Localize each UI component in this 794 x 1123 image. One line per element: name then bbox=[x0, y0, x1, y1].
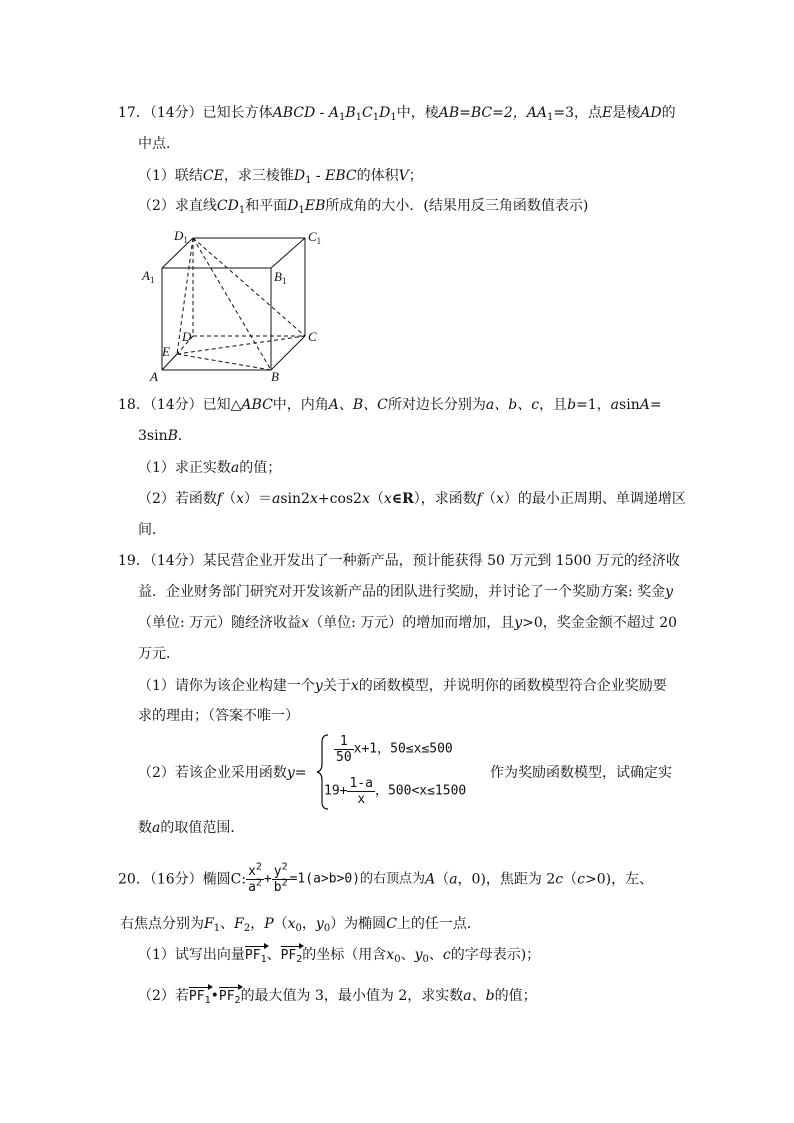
q20-text: 、 bbox=[220, 916, 235, 932]
q20-sub: 1 bbox=[213, 923, 221, 934]
vector-pf2 bbox=[281, 946, 303, 964]
q18-p2-cos: +cos2 bbox=[317, 491, 362, 507]
q20-p1-c: c bbox=[442, 947, 451, 963]
q17-cond: AB=BC=2，AA bbox=[438, 105, 547, 121]
q20-text: （ bbox=[563, 871, 578, 888]
case1-rest: x+1，50≤x≤500 bbox=[353, 741, 453, 757]
q19-p2-text: （2）若该企业采用函数 bbox=[138, 765, 287, 781]
q17-p2-text: （2）求直线 bbox=[138, 198, 217, 214]
q20-p2-text: 的值； bbox=[494, 988, 537, 1004]
q20-F: F bbox=[204, 916, 214, 932]
q18-p2-a: a bbox=[272, 491, 281, 507]
vec-text: PF bbox=[188, 989, 205, 1004]
q18-sin: sin bbox=[619, 397, 640, 413]
q18-p2-x: x bbox=[309, 491, 318, 507]
case2-pre: 19+ bbox=[324, 783, 348, 799]
case2-num: 1-a bbox=[349, 776, 373, 791]
q17-line1: 17．（14分）已知长方体ABCD - $A_1B_1C_1D_1$中，棱AB=BC=2，$AA_1=3$，点E是棱AD的 bbox=[118, 105, 676, 123]
q20-p2-text: （2）若 bbox=[138, 988, 189, 1004]
vec-text: PF bbox=[280, 948, 297, 963]
q18-text: 18．（14分）已知△ bbox=[118, 397, 242, 413]
q20-sub: 2 bbox=[243, 923, 251, 934]
q20-text: ， bbox=[301, 916, 316, 932]
q18-p2-inR: ∈R bbox=[391, 491, 414, 507]
q18-sides: a、b、c bbox=[485, 397, 540, 413]
q18-p2-text: ）的最小正周期、单调递增区 bbox=[503, 491, 686, 507]
q18-line1 bbox=[118, 395, 662, 415]
q20-c: c bbox=[555, 871, 564, 888]
q20-y: y bbox=[273, 864, 282, 879]
q20-sq: 2 bbox=[255, 861, 262, 873]
q20-x: x bbox=[287, 916, 296, 932]
label-D: D bbox=[182, 329, 192, 344]
q20-p2-text: 的最大值为 3，最小值为 2，求实数 bbox=[240, 988, 464, 1004]
q19-part2-line2 bbox=[138, 818, 244, 838]
q19-text: （单位: 万元）的增加而增加，且 bbox=[309, 615, 515, 631]
q20-C: C bbox=[386, 916, 397, 932]
label-C1: $C_1$ bbox=[308, 229, 322, 246]
case1-den: 50 bbox=[336, 750, 352, 765]
q17-p1-ebc: - EBC bbox=[311, 168, 357, 184]
q20-p1-text: 的字母表示)； bbox=[450, 947, 541, 963]
q18-text: 所对边长分别为 bbox=[387, 397, 486, 413]
q19-p1-text: （1）请你为该企业构建一个 bbox=[138, 678, 315, 694]
q20-p1-text: 、 bbox=[266, 947, 281, 963]
q20-line1: 20．（16分）椭圆C: $\frac{x^2}{a^2}$ + $\frac{y^2}{b^2}$ =1(a>b>0)的右顶点为A（a，0)，焦距为 2c（c>0)，左、 bbox=[118, 861, 654, 895]
q20-A: A bbox=[425, 871, 436, 888]
vector-pf1 bbox=[189, 987, 211, 1005]
q20-b: b bbox=[273, 880, 282, 895]
q18-p1-text: 的值； bbox=[239, 460, 282, 476]
q20-text: 20．（16分）椭圆C: bbox=[118, 871, 247, 888]
q17-part1: （1）联结CE，求三棱锥$D_1$ - EBC的体积V； bbox=[138, 168, 423, 186]
q18-p2-x: x bbox=[236, 491, 245, 507]
q20-sq: 2 bbox=[255, 877, 262, 889]
q19-line4: 万元． bbox=[138, 646, 180, 662]
q18-part1 bbox=[138, 458, 281, 478]
q20-sq: 2 bbox=[281, 861, 288, 873]
q20-eq: =1(a>b>0)的右顶点为 bbox=[289, 871, 426, 887]
q19-part2-after: 作为奖励函数模型，试确定实 bbox=[490, 765, 672, 781]
q20-text: 上的任一点． bbox=[396, 916, 481, 932]
label-B1: $B_1$ bbox=[274, 269, 287, 286]
q18-text: 3sin bbox=[138, 428, 168, 444]
vec-sub: 1 bbox=[204, 995, 211, 1006]
case2-rest: ，500<x≤1500 bbox=[374, 783, 467, 799]
q18-p2-text: （ bbox=[481, 491, 496, 507]
q19-a: a bbox=[152, 820, 161, 836]
q19-text: （单位: 万元）随经济收益 bbox=[138, 615, 302, 631]
q18-part2 bbox=[138, 489, 686, 509]
q18-text: ，且 bbox=[539, 397, 568, 413]
q20-text: （ bbox=[273, 916, 288, 932]
q20-p1-x: x bbox=[386, 947, 395, 963]
q17-p1-text: 的体积 bbox=[356, 168, 399, 184]
q20-p1-text: 的坐标（用含 bbox=[302, 947, 387, 963]
q17-text: 17．（14分）已知长方体 bbox=[118, 105, 273, 121]
label-A: A bbox=[150, 369, 158, 384]
q20-part2 bbox=[138, 986, 537, 1006]
q20-p1-text: 、 bbox=[428, 947, 443, 963]
label-E: E bbox=[162, 344, 170, 359]
case2-den: x bbox=[357, 792, 366, 807]
q18-line2 bbox=[138, 426, 192, 446]
q20-p1-y: y bbox=[414, 947, 423, 963]
label-C: C bbox=[308, 329, 317, 344]
q18-p2-text: （2）若函数 bbox=[138, 491, 217, 507]
q20-p1-text: 、 bbox=[400, 947, 415, 963]
q20-text: 右焦点分别为 bbox=[120, 916, 204, 932]
q20-sq: 2 bbox=[281, 877, 288, 889]
case1-num: 1 bbox=[334, 734, 354, 750]
q18-text: 中，内角 bbox=[272, 397, 329, 413]
q18-angles: A、B、C bbox=[328, 397, 388, 413]
q18-p2-f: f bbox=[216, 491, 223, 507]
q18-abc: ABC bbox=[241, 397, 273, 413]
q19-text: 益．企业财务部门研究对开发该新产品的团队进行奖励，并讨论了一个奖励方案: 奖金 bbox=[138, 584, 666, 600]
vec-sub: 1 bbox=[260, 954, 267, 965]
vec-text: PF bbox=[244, 948, 261, 963]
q19-p2-eq: = bbox=[294, 765, 307, 781]
q17-cond2: =3 bbox=[553, 105, 574, 121]
q18-p2-sin: sin2 bbox=[280, 491, 310, 507]
q20-line2 bbox=[120, 914, 481, 934]
q17-edgeAD: AD bbox=[640, 105, 662, 121]
label-D1: $D_1$ bbox=[174, 228, 188, 245]
q18-text: =1， bbox=[576, 397, 611, 413]
q20-a: a bbox=[248, 880, 256, 895]
q19-line1: 19．（14分）某民营企业开发出了一种新产品，预计能获得 50 万元到 1500 万元的经济收 bbox=[118, 553, 680, 569]
q20-sub: 0 bbox=[295, 923, 302, 934]
q18-A: A bbox=[639, 397, 650, 413]
q17-p1-text: ，求三棱锥 bbox=[223, 168, 294, 184]
q18-p1-a: a bbox=[230, 460, 240, 476]
q19-text: 数 bbox=[138, 820, 152, 836]
q18-p2-x: x bbox=[361, 491, 370, 507]
q17-p1-text: ； bbox=[408, 168, 423, 184]
q18-p2-text: （ bbox=[222, 491, 237, 507]
q20-p1-text: （1）试写出向量 bbox=[138, 947, 245, 963]
q17-p2-cd: CD bbox=[216, 198, 239, 214]
q19-p1-text: 的函数模型，并说明你的函数模型符合企业奖励要 bbox=[358, 678, 667, 694]
q20-y: y bbox=[315, 916, 324, 932]
q17-text: 中，棱 bbox=[396, 105, 439, 121]
q17-p2-text: 和平面 bbox=[245, 198, 288, 214]
q17-p2-d: D bbox=[287, 198, 299, 214]
vec-sub: 2 bbox=[234, 995, 241, 1006]
q20-text: （ bbox=[435, 871, 450, 888]
q19-p2-y: y bbox=[286, 765, 295, 781]
q18-eq: = bbox=[649, 397, 662, 413]
q17-p2-text: 所成角的大小．(结果用反三角函数值表示) bbox=[325, 198, 589, 214]
q17-box-name: ABCD - A bbox=[272, 105, 339, 121]
q20-sub: 0 bbox=[422, 954, 429, 965]
dot-product: • bbox=[210, 988, 219, 1004]
q17-part2: （2）求直线$CD_1$和平面$D_1EB$所成角的大小．(结果用反三角函数值表示) bbox=[138, 198, 589, 216]
q17-p1-text: （1）联结 bbox=[138, 168, 203, 184]
q19-p1-y: y bbox=[314, 678, 323, 694]
label-A1: $A_1$ bbox=[142, 268, 155, 285]
q18-p1-text: （1）求正实数 bbox=[138, 460, 231, 476]
q20-x: x bbox=[248, 864, 256, 879]
q18-a: a bbox=[610, 397, 620, 413]
q17-pointE: E bbox=[602, 105, 613, 121]
q19-p1-x: x bbox=[350, 678, 359, 694]
q19-text: >0，奖金金额不超过 20 bbox=[522, 615, 678, 631]
q18-p2-x: x bbox=[383, 491, 392, 507]
cuboid-figure bbox=[140, 224, 330, 384]
q17-p1-ce: CE bbox=[202, 168, 224, 184]
q18-text: ． bbox=[177, 428, 192, 444]
q19-line2 bbox=[138, 582, 673, 602]
vec-sub: 2 bbox=[296, 954, 303, 965]
q18-b: b bbox=[567, 397, 577, 413]
q19-x: x bbox=[301, 615, 310, 631]
q20-F: F bbox=[234, 916, 244, 932]
q17-p1-d: D bbox=[293, 168, 306, 184]
q17-p2-eb: EB bbox=[304, 198, 326, 214]
piecewise-case-2 bbox=[324, 776, 466, 807]
q19-p1-text: 关于 bbox=[322, 678, 351, 694]
q20-p2-ab: a、b bbox=[463, 988, 495, 1004]
q19-part2 bbox=[138, 763, 307, 783]
q19-line3 bbox=[138, 613, 677, 633]
q19-text: 的取值范围． bbox=[160, 820, 245, 836]
q18-p2-text: ），求函数 bbox=[413, 491, 477, 507]
q18-p2-text: ）＝ bbox=[244, 491, 273, 507]
q19-part1 bbox=[138, 676, 667, 696]
q20-text: ）为椭圆 bbox=[330, 916, 387, 932]
vector-pf2 bbox=[219, 987, 241, 1005]
vector-pf1 bbox=[245, 946, 267, 964]
q19-y: y bbox=[514, 615, 523, 631]
q18-p2-f: f bbox=[476, 491, 482, 507]
q20-text: ，0)，焦距为 2 bbox=[457, 871, 556, 888]
q19-part1-line2: 求的理由；（答案不唯一） bbox=[138, 708, 299, 724]
q20-c: c bbox=[577, 871, 585, 888]
q19-y: y bbox=[665, 584, 674, 600]
q17-text: 是棱 bbox=[612, 105, 641, 121]
label-B: B bbox=[271, 369, 279, 384]
q18-part2-line2: 间． bbox=[138, 522, 166, 538]
q18-p2-text: （ bbox=[369, 491, 384, 507]
q18-B: B bbox=[167, 428, 178, 444]
q20-text: ， bbox=[250, 916, 265, 932]
q20-part1 bbox=[138, 945, 540, 965]
q17-p1-v: V bbox=[398, 168, 409, 184]
vec-text: PF bbox=[218, 989, 235, 1004]
q20-P: P bbox=[264, 916, 274, 932]
q17-line2: 中点． bbox=[138, 136, 180, 152]
q20-sub: 0 bbox=[323, 923, 331, 934]
q20-a: a bbox=[449, 871, 458, 888]
piecewise-case-1 bbox=[334, 734, 453, 765]
q20-text: >0)，左、 bbox=[584, 871, 654, 888]
q18-p2-x: x bbox=[495, 491, 504, 507]
q17-text: 的 bbox=[661, 105, 676, 121]
q20-sub: 0 bbox=[394, 954, 401, 965]
q17-text: ，点 bbox=[574, 105, 602, 121]
